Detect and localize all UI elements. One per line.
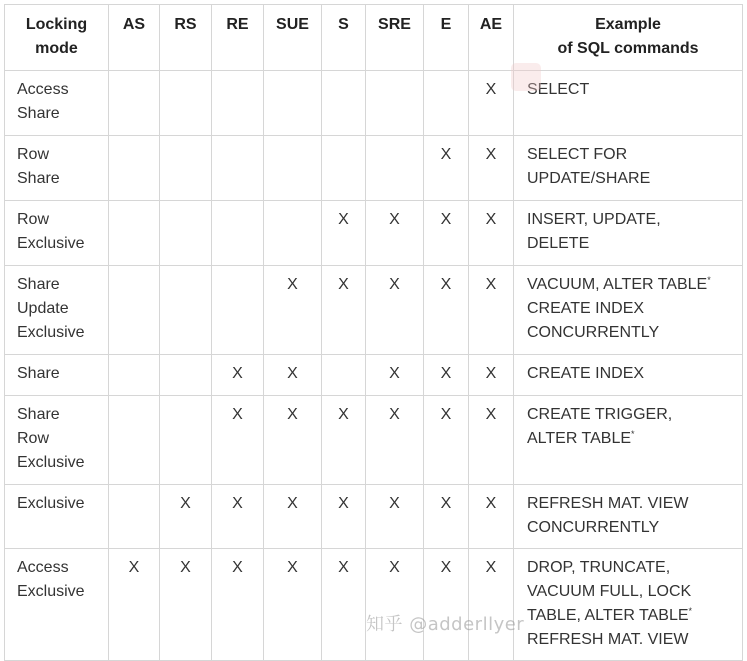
example-text: CONCURRENTLY: [527, 519, 660, 536]
example-cell: [514, 396, 743, 485]
locking-mode-line: Share: [17, 276, 60, 293]
conflict-cell-rs: [160, 355, 212, 396]
example-cell: [514, 201, 743, 266]
locking-mode-cell: [5, 396, 109, 485]
header-row: [5, 5, 743, 71]
header-e: E: [424, 5, 469, 71]
example-text: ALTER TABLE: [527, 430, 632, 447]
conflict-cell-as: [109, 201, 160, 266]
conflict-cell-re: X: [212, 549, 264, 661]
locking-mode-cell: [5, 355, 109, 396]
lock-conflict-table: [4, 4, 743, 661]
header-sue: SUE: [264, 5, 322, 71]
conflict-cell-re: [212, 266, 264, 355]
example-text: REFRESH MAT. VIEW: [527, 631, 689, 648]
conflict-cell-as: [109, 266, 160, 355]
watermark: 知乎 @adderllyer: [366, 614, 525, 635]
conflict-cell-rs: X: [160, 485, 212, 549]
footnote-star: *: [688, 606, 693, 616]
header-re: RE: [212, 5, 264, 71]
conflict-cell-as: [109, 71, 160, 136]
locking-mode-line: Share: [17, 105, 60, 122]
header-ae: AE: [469, 5, 514, 71]
conflict-cell-re: [212, 136, 264, 201]
table-row: [5, 396, 743, 485]
conflict-cell-e: X: [424, 549, 469, 661]
locking-mode-line: Share: [17, 365, 60, 382]
example-line: [527, 427, 742, 451]
example-text: REFRESH MAT. VIEW: [527, 495, 689, 512]
example-text: CREATE INDEX: [527, 365, 645, 382]
conflict-cell-s: X: [322, 396, 366, 485]
conflict-cell-as: [109, 396, 160, 485]
table-row: [5, 355, 743, 396]
locking-mode-line: Row: [17, 430, 50, 447]
example-text: CONCURRENTLY: [527, 324, 660, 341]
conflict-cell-re: [212, 201, 264, 266]
conflict-cell-e: X: [424, 396, 469, 485]
footnote-star: *: [631, 429, 635, 439]
locking-mode-line: Share: [17, 170, 60, 187]
conflict-cell-re: X: [212, 396, 264, 485]
conflict-cell-as: [109, 136, 160, 201]
example-line: [527, 208, 742, 232]
header-sre: SRE: [366, 5, 424, 71]
conflict-cell-rs: [160, 71, 212, 136]
conflict-cell-sre: X: [366, 396, 424, 485]
conflict-cell-re: X: [212, 485, 264, 549]
example-cell: [514, 549, 743, 661]
locking-mode-line: Row: [17, 211, 50, 228]
table-body: [5, 71, 743, 661]
header-example-line: Example: [595, 16, 661, 33]
conflict-cell-sre: X: [366, 355, 424, 396]
header-example-line: of SQL commands: [557, 40, 699, 57]
conflict-cell-s: [322, 136, 366, 201]
example-cell: [514, 485, 743, 549]
example-text: DELETE: [527, 235, 590, 252]
conflict-cell-e: X: [424, 201, 469, 266]
example-cell: [514, 266, 743, 355]
locking-mode-cell: [5, 549, 109, 661]
conflict-cell-sue: [264, 201, 322, 266]
conflict-cell-sre: X: [366, 266, 424, 355]
locking-mode-line: Exclusive: [17, 583, 85, 600]
locking-mode-line: Exclusive: [17, 235, 85, 252]
example-text: DROP, TRUNCATE,: [527, 559, 671, 576]
conflict-cell-s: [322, 355, 366, 396]
example-text: UPDATE/SHARE: [527, 170, 651, 187]
example-cell: [514, 136, 743, 201]
conflict-cell-s: X: [322, 485, 366, 549]
footnote-star: *: [707, 275, 711, 285]
conflict-cell-ae: X: [469, 549, 514, 661]
conflict-cell-rs: [160, 201, 212, 266]
example-line: [527, 297, 742, 321]
locking-mode-cell: [5, 136, 109, 201]
locking-mode-line: Exclusive: [17, 324, 85, 341]
table-row: [5, 201, 743, 266]
example-text: INSERT, UPDATE,: [527, 211, 661, 228]
example-line: [527, 403, 742, 427]
conflict-cell-sue: [264, 71, 322, 136]
conflict-cell-sue: X: [264, 485, 322, 549]
conflict-cell-as: [109, 485, 160, 549]
locking-mode-cell: [5, 71, 109, 136]
conflict-cell-sre: X: [366, 549, 424, 661]
locking-mode-cell: [5, 485, 109, 549]
table-row: [5, 549, 743, 661]
locking-mode-line: Access: [17, 81, 69, 98]
conflict-cell-ae: X: [469, 136, 514, 201]
locking-mode-cell: [5, 201, 109, 266]
header-locking-mode: [5, 5, 109, 71]
example-line: [527, 628, 742, 652]
example-line: [527, 273, 742, 297]
header-locking-mode-line: mode: [35, 40, 78, 57]
table-row: [5, 266, 743, 355]
example-text: SELECT FOR: [527, 146, 628, 163]
example-line: [527, 321, 742, 345]
example-line: [527, 604, 742, 628]
conflict-cell-as: X: [109, 549, 160, 661]
conflict-cell-rs: X: [160, 549, 212, 661]
conflict-cell-ae: X: [469, 71, 514, 136]
conflict-cell-e: X: [424, 136, 469, 201]
example-line: [527, 232, 742, 256]
header-as: AS: [109, 5, 160, 71]
example-text: VACUUM FULL, LOCK: [527, 583, 692, 600]
conflict-cell-re: X: [212, 355, 264, 396]
conflict-cell-s: X: [322, 549, 366, 661]
example-text: TABLE, ALTER TABLE: [527, 607, 689, 624]
table-row: [5, 71, 743, 136]
example-line: [527, 580, 742, 604]
conflict-cell-s: [322, 71, 366, 136]
example-text: CREATE INDEX: [527, 300, 645, 317]
conflict-cell-rs: [160, 396, 212, 485]
conflict-cell-ae: X: [469, 201, 514, 266]
table-row: [5, 485, 743, 549]
zoom-overlay-mark: [511, 63, 541, 91]
locking-mode-line: Exclusive: [17, 454, 85, 471]
example-line: [527, 78, 742, 102]
header-example: [514, 5, 743, 71]
conflict-cell-sue: [264, 136, 322, 201]
conflict-cell-sre: X: [366, 201, 424, 266]
locking-mode-cell: [5, 266, 109, 355]
example-cell: [514, 355, 743, 396]
conflict-cell-ae: X: [469, 355, 514, 396]
example-line: [527, 556, 742, 580]
locking-mode-line: Row: [17, 146, 50, 163]
example-line: [527, 143, 742, 167]
header-locking-mode-line: Locking: [25, 16, 88, 33]
conflict-cell-rs: [160, 266, 212, 355]
locking-mode-line: Update: [17, 300, 69, 317]
conflict-cell-sue: X: [264, 396, 322, 485]
conflict-cell-ae: X: [469, 396, 514, 485]
conflict-cell-sue: X: [264, 355, 322, 396]
example-text: VACUUM, ALTER TABLE: [527, 276, 708, 293]
conflict-cell-s: X: [322, 201, 366, 266]
conflict-cell-sre: [366, 136, 424, 201]
conflict-cell-sre: X: [366, 485, 424, 549]
header-rs: RS: [160, 5, 212, 71]
header-s: S: [322, 5, 366, 71]
table-row: [5, 136, 743, 201]
conflict-cell-ae: X: [469, 485, 514, 549]
example-line: [527, 492, 742, 516]
conflict-cell-e: X: [424, 355, 469, 396]
example-line: [527, 167, 742, 191]
conflict-cell-sre: [366, 71, 424, 136]
conflict-cell-ae: X: [469, 266, 514, 355]
locking-mode-line: Share: [17, 406, 60, 423]
conflict-cell-rs: [160, 136, 212, 201]
example-line: [527, 362, 742, 386]
conflict-cell-sue: X: [264, 549, 322, 661]
example-text: SELECT: [527, 81, 590, 98]
example-text: CREATE TRIGGER,: [527, 406, 673, 423]
conflict-cell-sue: X: [264, 266, 322, 355]
conflict-cell-e: X: [424, 485, 469, 549]
example-cell: [514, 71, 743, 136]
conflict-cell-re: [212, 71, 264, 136]
conflict-cell-e: [424, 71, 469, 136]
conflict-cell-e: X: [424, 266, 469, 355]
conflict-cell-s: X: [322, 266, 366, 355]
locking-mode-line: Exclusive: [17, 495, 85, 512]
locking-mode-line: Access: [17, 559, 69, 576]
example-line: [527, 516, 742, 540]
conflict-cell-as: [109, 355, 160, 396]
